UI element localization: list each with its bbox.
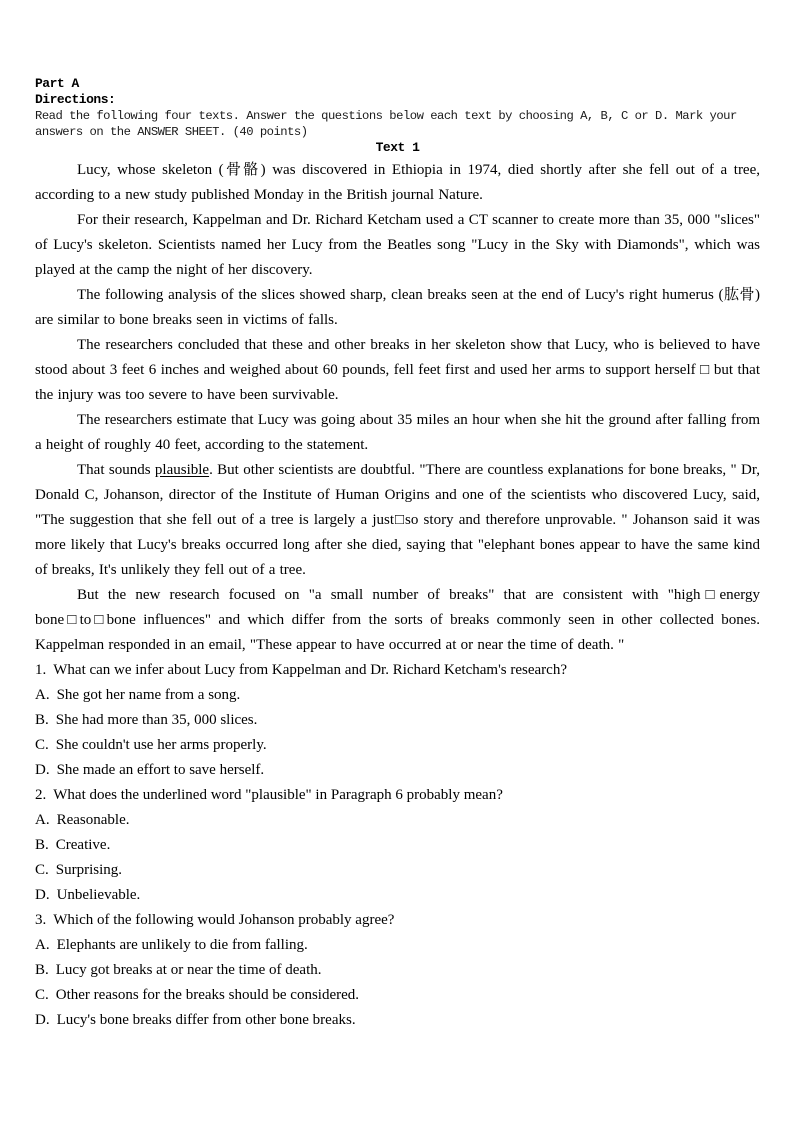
option-label: A. [35, 937, 50, 953]
question-1-option-b [35, 708, 760, 733]
option-text: Unbelievable. [56, 887, 141, 903]
question-1-text: What can we infer about Lucy from Kappelman and Dr. Richard Ketcham's research? [53, 662, 567, 678]
option-label: B. [35, 837, 49, 853]
question-2-option-c [35, 858, 760, 883]
option-label: B. [35, 962, 49, 978]
passage-paragraph-4: The researchers concluded that these and other breaks in her skeleton show that Lucy, who is believed to have stood about 3 feet 6 inches and weighed about 60 pounds, fell feet first and used her arms to support herself □ but that the injury was too severe to have been survivable. [35, 337, 760, 403]
paragraph6-post: . But other scientists are doubtful. "There are countless explanations for bone breaks, " Dr, Donald C, Johanson, director of the Institute of Human Origins and one of the scientists who discovered Lucy, said, "The suggestion that she fell out of a tree is largely a just□so story and therefore unprovable. " Johanson said it was more likely that Lucy's breaks occurred long after she died, saying that "elephant bones appear to have the same kind of breaks, It's unlikely they fell out of a tree. [35, 462, 760, 578]
passage-paragraph-2: For their research, Kappelman and Dr. Richard Ketcham used a CT scanner to create more than 35, 000 "slices" of Lucy's skeleton. Scientists named her Lucy from the Beatles song "Lucy in the Sky with Diamonds", which was played at the camp the night of her discovery. [35, 212, 760, 278]
option-label: C. [35, 862, 49, 878]
option-text: Lucy got breaks at or near the time of death. [55, 962, 322, 978]
option-label: B. [35, 712, 49, 728]
option-text: Creative. [55, 837, 111, 853]
header-block [35, 76, 760, 140]
option-label: D. [35, 1012, 50, 1028]
question-3-text: Which of the following would Johanson probably agree? [53, 912, 395, 928]
question-2-option-b [35, 833, 760, 858]
reading-passage [35, 158, 760, 658]
directions-label: Directions: [35, 92, 116, 107]
option-text: Reasonable. [56, 812, 130, 828]
passage-paragraph-5: The researchers estimate that Lucy was going about 35 miles an hour when she hit the ground after falling from a height of roughly 40 feet, according to the statement. [35, 412, 760, 453]
paragraph6-pre: That sounds [77, 462, 155, 478]
question-2-number: 2. [35, 787, 47, 803]
option-text: Surprising. [55, 862, 123, 878]
question-2-option-d [35, 883, 760, 908]
question-3 [35, 908, 760, 1033]
question-3-option-a [35, 933, 760, 958]
text-title: Text 1 [375, 140, 420, 155]
question-section [35, 658, 760, 1033]
option-text: She had more than 35, 000 slices. [55, 712, 258, 728]
option-text: Elephants are unlikely to die from falling. [56, 937, 308, 953]
option-text: She got her name from a song. [56, 687, 241, 703]
option-label: C. [35, 737, 49, 753]
question-1-stem [35, 658, 760, 683]
part-label: Part A [35, 76, 79, 91]
option-text: She couldn't use her arms properly. [55, 737, 267, 753]
option-text: Other reasons for the breaks should be considered. [55, 987, 360, 1003]
option-label: A. [35, 812, 50, 828]
question-3-option-b [35, 958, 760, 983]
question-3-option-d [35, 1008, 760, 1033]
question-2 [35, 783, 760, 908]
question-1-option-c [35, 733, 760, 758]
passage-paragraph-1: Lucy, whose skeleton (骨骼) was discovered in Ethiopia in 1974, died shortly after she fell out of a tree, according to a new study published Monday in the British journal Nature. [35, 162, 760, 203]
option-label: C. [35, 987, 49, 1003]
question-2-text: What does the underlined word "plausible" in Paragraph 6 probably mean? [53, 787, 503, 803]
passage-paragraph-7: But the new research focused on "a small number of breaks" that are consistent with "high□energy bone□to□bone influences" and which differ from the sorts of breaks commonly seen in other collected bones. Kappelman responded in an email, "These appear to have occurred at or near the time of death. " [35, 587, 760, 653]
question-3-stem [35, 908, 760, 933]
question-1 [35, 658, 760, 783]
question-3-option-c [35, 983, 760, 1008]
option-label: A. [35, 687, 50, 703]
passage-paragraph-3: The following analysis of the slices showed sharp, clean breaks seen at the end of Lucy's right humerus (肱骨) are similar to bone breaks seen in victims of falls. [35, 287, 760, 328]
option-label: D. [35, 887, 50, 903]
question-1-number: 1. [35, 662, 47, 678]
question-2-stem [35, 783, 760, 808]
question-2-option-a [35, 808, 760, 833]
question-3-number: 3. [35, 912, 47, 928]
directions-text: Read the following four texts. Answer the questions below each text by choosing A, B, C or D. Mark your answers on the ANSWER SHEET. (40 points) [35, 109, 737, 139]
underlined-word-plausible: plausible [154, 462, 210, 478]
passage-paragraph-6 [35, 458, 760, 583]
question-1-option-d [35, 758, 760, 783]
option-text: She made an effort to save herself. [56, 762, 265, 778]
option-label: D. [35, 762, 50, 778]
question-1-option-a [35, 683, 760, 708]
option-text: Lucy's bone breaks differ from other bone breaks. [56, 1012, 356, 1028]
